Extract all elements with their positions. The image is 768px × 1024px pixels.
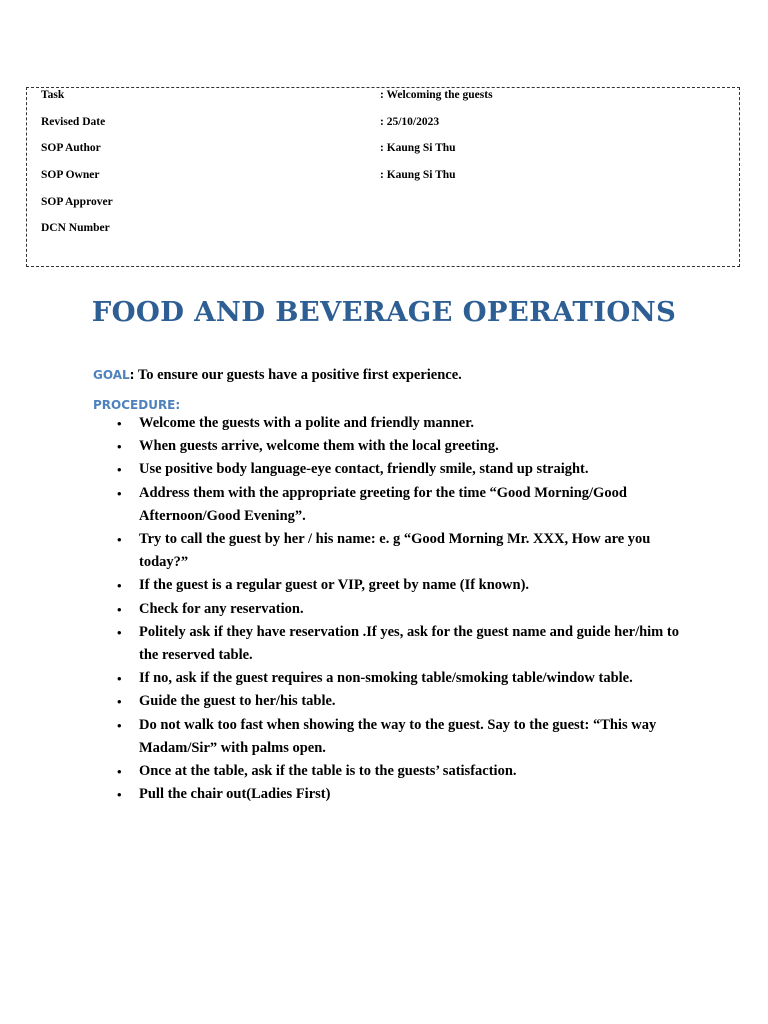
- sop-approver-label: SOP Approver: [41, 196, 113, 208]
- step-text: Address them with the appropriate greeting for the time “Good Morning/Good Afternoon/Good Evening”.: [139, 484, 627, 524]
- step-text: When guests arrive, welcome them with the local greeting.: [139, 438, 499, 455]
- revised-date-label: Revised Date: [41, 116, 106, 128]
- list-item: [117, 412, 684, 435]
- bullet-icon: •: [117, 717, 122, 733]
- list-item: [117, 621, 684, 667]
- procedure-steps-list: [117, 412, 684, 806]
- list-item: [117, 783, 684, 806]
- step-text: Pull the chair out(Ladies First): [139, 786, 331, 803]
- goal-label: GOAL: [93, 368, 130, 382]
- sop-author-label: SOP Author: [41, 142, 101, 154]
- list-item: [117, 574, 684, 597]
- step-text: Welcome the guests with a polite and friendly manner.: [139, 415, 474, 431]
- step-text: If no, ask if the guest requires a non-smoking table/smoking table/window table.: [139, 670, 633, 687]
- list-item: [117, 458, 684, 481]
- goal-text: To ensure our guests have a positive first experience.: [134, 367, 462, 383]
- page-title: FOOD AND BEVERAGE OPERATIONS: [91, 296, 677, 328]
- list-item: [117, 598, 684, 621]
- list-item: [117, 435, 684, 458]
- step-text: Guide the guest to her/his table.: [139, 693, 336, 710]
- step-text: If the guest is a regular guest or VIP, greet by name (If known).: [139, 577, 530, 594]
- goal-colon: :: [129, 368, 135, 382]
- task-label: Task: [41, 89, 65, 101]
- bullet-icon: •: [117, 439, 122, 455]
- step-text: Once at the table, ask if the table is to the guests’ satisfaction.: [139, 763, 517, 780]
- list-item: [117, 760, 684, 783]
- sop-author-value: : Kaung Si Thu: [380, 142, 456, 154]
- bullet-icon: •: [117, 532, 122, 548]
- bullet-icon: •: [117, 624, 122, 640]
- dcn-number-label: DCN Number: [41, 222, 110, 234]
- step-text: Politely ask if they have reservation .If yes, ask for the guest name and guide her/him to the reserved table.: [139, 623, 679, 664]
- list-item: [117, 482, 684, 528]
- bullet-icon: •: [117, 671, 122, 687]
- bullet-icon: •: [117, 601, 122, 617]
- step-text: Do not walk too fast when showing the way to the guest. Say to the guest: “This way Madam/Sir” with palms open.: [139, 716, 657, 756]
- list-item: [117, 528, 684, 574]
- bullet-icon: •: [117, 694, 122, 710]
- task-value: : Welcoming the guests: [380, 89, 493, 101]
- list-item: [117, 667, 684, 690]
- step-text: Check for any reservation.: [139, 600, 304, 617]
- bullet-icon: •: [117, 764, 122, 780]
- sop-owner-value: : Kaung Si Thu: [380, 169, 456, 181]
- step-text: Try to call the guest by her / his name: e. g “Good Morning Mr. XXX, How are you today?”: [139, 531, 651, 571]
- bullet-icon: •: [117, 416, 122, 431]
- step-text: Use positive body language-eye contact, friendly smile, stand up straight.: [139, 461, 589, 478]
- list-item: [117, 690, 684, 713]
- revised-date-value: : 25/10/2023: [380, 116, 440, 128]
- document-control-box: [26, 87, 740, 267]
- goal-statement: [93, 367, 462, 384]
- list-item: [117, 714, 684, 760]
- bullet-icon: •: [117, 462, 122, 478]
- procedure-heading: PROCEDURE:: [93, 398, 181, 412]
- bullet-icon: •: [117, 578, 122, 594]
- sop-owner-label: SOP Owner: [41, 169, 100, 181]
- bullet-icon: •: [117, 787, 122, 803]
- bullet-icon: •: [117, 485, 122, 501]
